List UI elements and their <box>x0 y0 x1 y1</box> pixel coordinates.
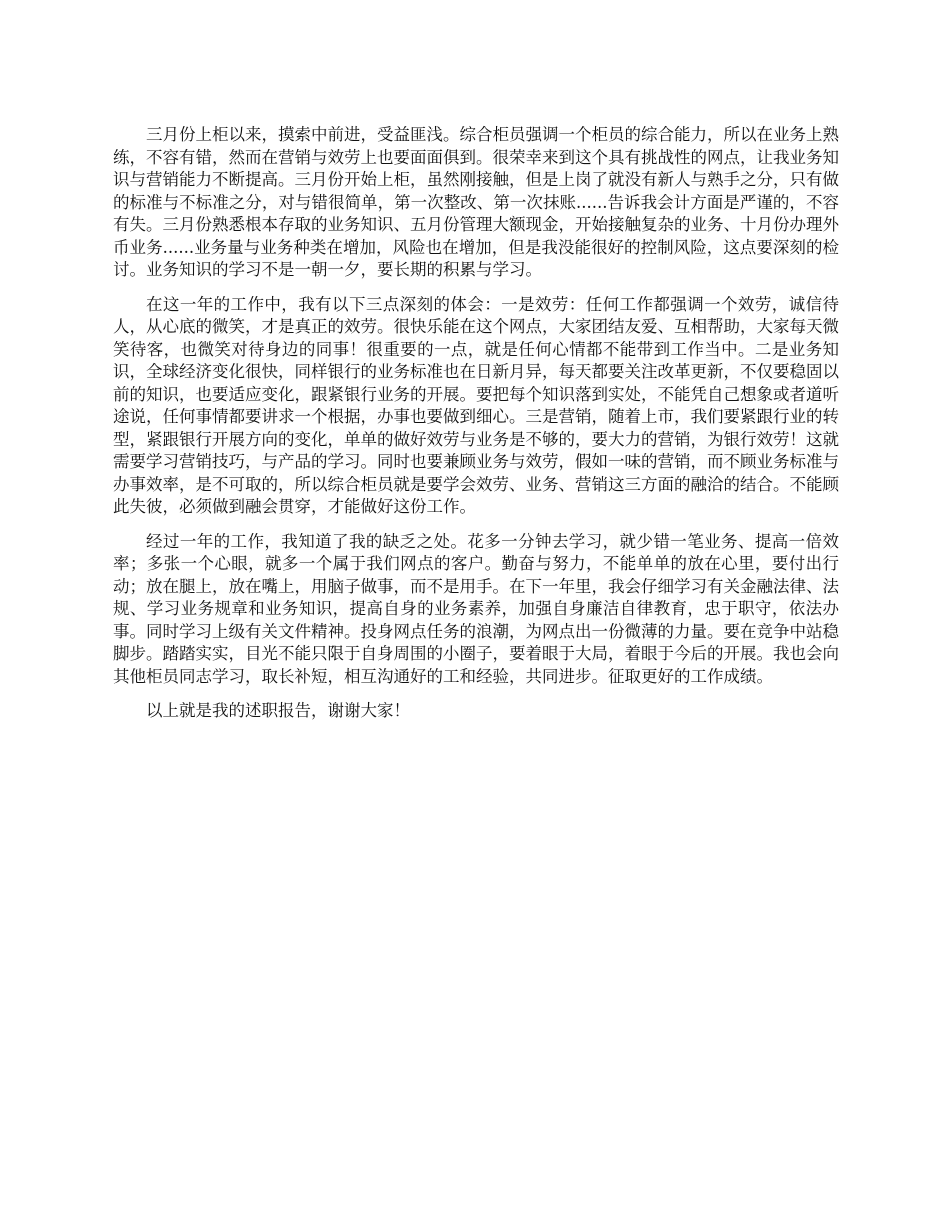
paragraph-2: 在这一年的工作中，我有以下三点深刻的体会：一是效劳：任何工作都强调一个效劳，诚信待人，从心底的微笑，才是真正的效劳。很快乐能在这个网点，大家团结友爱、互相帮助，大家每天微笑待客，也微笑对待身边的同事！很重要的一点，就是任何心情都不能带到工作当中。二是业务知识，全球经济变化很快，同样银行的业务标准也在日新月异，每天都要关注改革更新，不仅要稳固以前的知识，也要适应变化，跟紧银行业务的开展。要把每个知识落到实处，不能凭自己想象或者道听途说，任何事情都要讲求一个根据，办事也要做到细心。三是营销，随着上市，我们要紧跟行业的转型，紧跟银行开展方向的变化，单单的做好效劳与业务是不够的，要大力的营销，为银行效劳！这就需要学习营销技巧，与产品的学习。同时也要兼顾业务与效劳，假如一味的营销，而不顾业务标准与办事效率，是不可取的，所以综合柜员就是要学会效劳、业务、营销这三方面的融洽的结合。不能顾此失彼，必须做到融会贯穿，才能做好这份工作。 <box>113 294 839 516</box>
document-body <box>113 124 839 735</box>
paragraph-1: 三月份上柜以来，摸索中前进，受益匪浅。综合柜员强调一个柜员的综合能力，所以在业务上熟练，不容有错，然而在营销与效劳上也要面面俱到。很荣幸来到这个具有挑战性的网点，让我业务知识与营销能力不断提高。三月份开始上柜，虽然刚接触，但是上岗了就没有新人与熟手之分，只有做的标准与不标准之分，对与错很简单，第一次整改、第一次抹账......告诉我会计方面是严谨的，不容有失。三月份熟悉根本存取的业务知识、五月份管理大额现金，开始接触复杂的业务、十月份办理外币业务......业务量与业务种类在增加，风险也在增加，但是我没能很好的控制风险，这点要深刻的检讨。业务知识的学习不是一朝一夕，要长期的积累与学习。 <box>113 125 839 279</box>
paragraph-4: 以上就是我的述职报告，谢谢大家！ <box>146 701 410 720</box>
paragraph-3: 经过一年的工作，我知道了我的缺乏之处。花多一分钟去学习，就少错一笔业务、提高一倍效率；多张一个心眼，就多一个属于我们网点的客户。勤奋与努力，不能单单的放在心里，要付出行动；放在腿上，放在嘴上，用脑子做事，而不是用手。在下一年里，我会仔细学习有关金融法律、法规、学习业务规章和业务知识，提高自身的业务素养，加强自身廉洁自律教育，忠于职守，依法办事。同时学习上级有关文件精神。投身网点任务的浪潮，为网点出一份微薄的力量。要在竞争中站稳脚步。踏踏实实，目光不能只限于自身周围的小圈子，要着眼于大局，着眼于今后的开展。我也会向其他柜员同志学习，取长补短，相互沟通好的工和经验，共同进步。征取更好的工作成绩。 <box>113 531 839 686</box>
